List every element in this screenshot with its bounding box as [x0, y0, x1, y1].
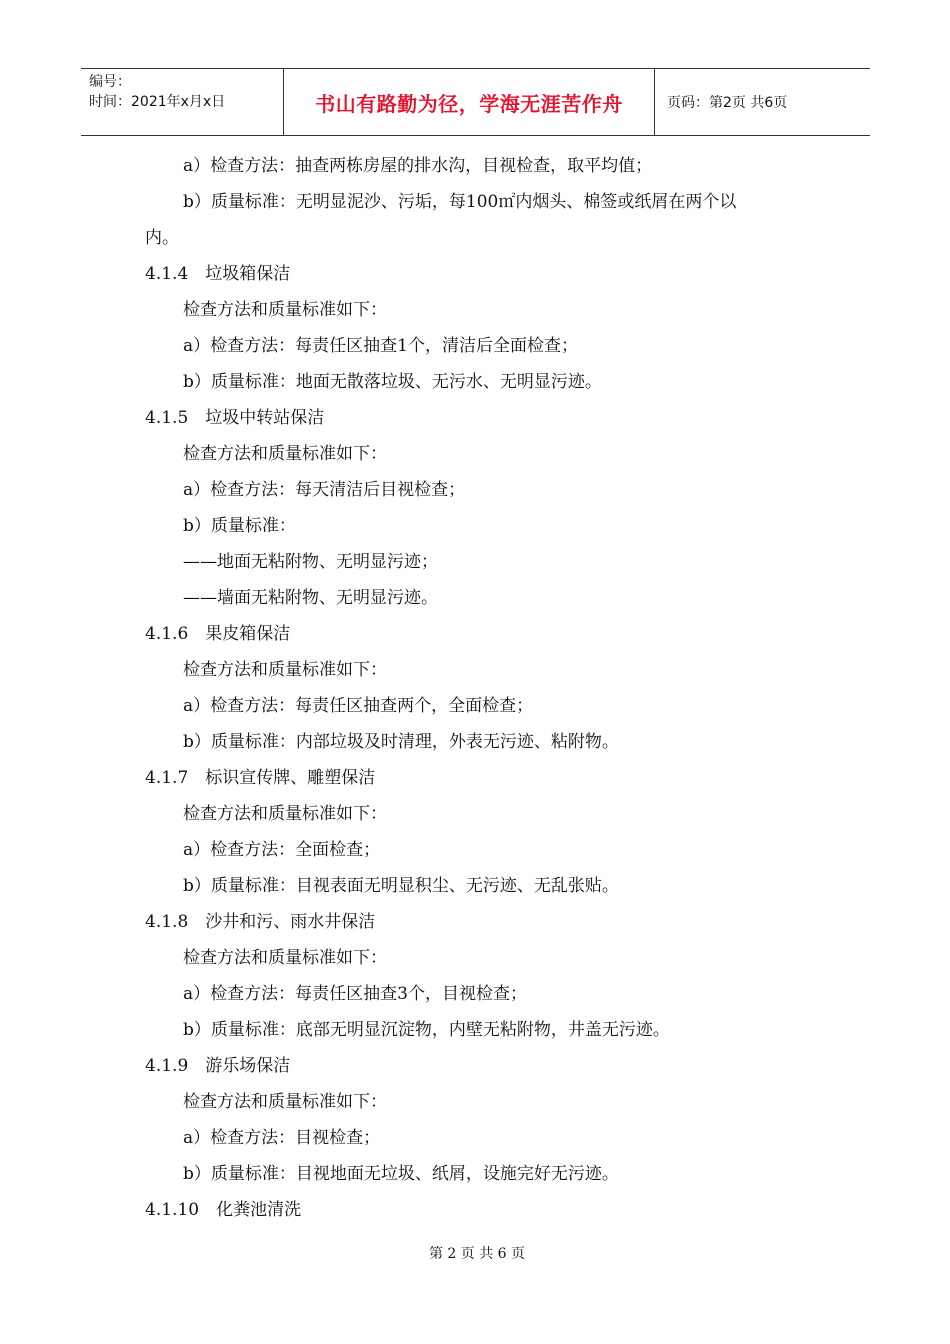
body-line: 检查方法和质量标准如下：: [183, 444, 387, 464]
body-line: 检查方法和质量标准如下：: [183, 300, 387, 320]
section-heading: 4.1.7 标识宣传牌、雕塑保洁: [145, 768, 376, 788]
document-time-label: 时间：2021年x月x日: [89, 94, 226, 110]
section-heading: 4.1.5 垃圾中转站保洁: [145, 408, 325, 428]
section-heading: 4.1.4 垃圾箱保洁: [145, 264, 291, 284]
page-footer: [0, 1243, 950, 1263]
body-line: b）质量标准：无明显泥沙、污垢，每100㎡内烟头、棉签或纸屑在两个以: [183, 192, 737, 212]
body-line: 检查方法和质量标准如下：: [183, 1092, 387, 1112]
body-line: b）质量标准：内部垃圾及时清理，外表无污迹、粘附物。: [183, 732, 619, 752]
body-line: 检查方法和质量标准如下：: [183, 948, 387, 968]
header-meta: [81, 69, 281, 135]
body-line: a）检查方法：每责任区抽查1个，清洁后全面检查；: [183, 336, 578, 356]
header-motto: 书山有路勤为径，学海无涯苦作舟: [283, 69, 655, 135]
section-heading: 4.1.6 果皮箱保洁: [145, 624, 291, 644]
body-line: b）质量标准：目视地面无垃圾、纸屑，设施完好无污迹。: [183, 1164, 619, 1184]
section-heading: 4.1.10 化粪池清洗: [145, 1200, 302, 1220]
body-line: a）检查方法：每责任区抽查两个，全面检查；: [183, 696, 534, 716]
section-heading: 4.1.9 游乐场保洁: [145, 1056, 291, 1076]
body-line: ——墙面无粘附物、无明显污迹。: [183, 588, 438, 608]
body-line: 内。: [145, 228, 179, 248]
body-line: b）质量标准：地面无散落垃圾、无污水、无明显污迹。: [183, 372, 602, 392]
body-line: a）检查方法：全面检查；: [183, 840, 381, 860]
body-line: a）检查方法：每天清洁后目视检查；: [183, 480, 466, 500]
footer-page-number: 第 2 页 共 6 页: [428, 1246, 526, 1262]
section-heading: 4.1.8 沙井和污、雨水井保洁: [145, 912, 376, 932]
header-page-info: 页码：第2页 共6页: [667, 95, 788, 111]
body-line: a）检查方法：抽查两栋房屋的排水沟，目视检查，取平均值；: [183, 156, 653, 176]
body-line: ——地面无粘附物、无明显污迹；: [183, 552, 438, 572]
document-number-label: 编号：: [89, 74, 131, 90]
body-line: 检查方法和质量标准如下：: [183, 804, 387, 824]
body-line: a）检查方法：目视检查；: [183, 1128, 381, 1148]
body-line: b）质量标准：目视表面无明显积尘、无污迹、无乱张贴。: [183, 876, 619, 896]
body-line: 检查方法和质量标准如下：: [183, 660, 387, 680]
body-line: a）检查方法：每责任区抽查3个，目视检查；: [183, 984, 527, 1004]
page-header: [81, 68, 870, 136]
body-line: b）质量标准：: [183, 516, 296, 536]
body-line: b）质量标准：底部无明显沉淀物，内壁无粘附物，井盖无污迹。: [183, 1020, 670, 1040]
